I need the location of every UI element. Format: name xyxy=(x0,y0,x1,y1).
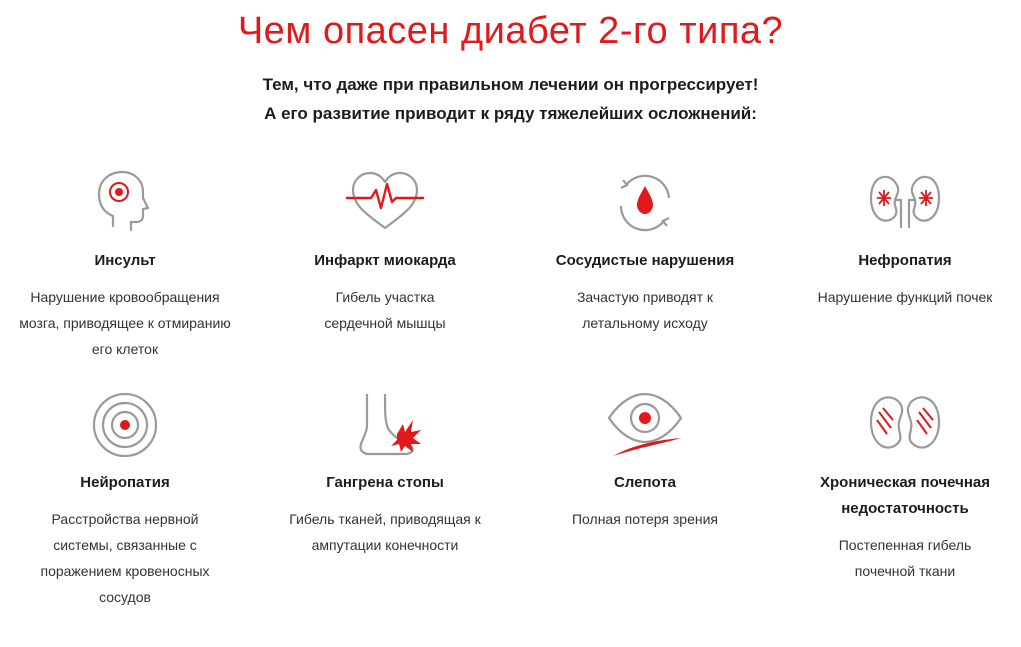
card-description: Постепенная гибель почечной ткани xyxy=(838,537,972,579)
card-description: Зачастую приводят к летальному исходу xyxy=(576,289,714,331)
card-description: Гибель участка сердечной мышцы xyxy=(324,289,446,331)
head-target-icon xyxy=(85,168,165,238)
eye-icon xyxy=(605,390,685,460)
foot-pain-icon xyxy=(345,390,425,460)
blood-drop-cycle-icon xyxy=(605,168,685,238)
card-title: Гангрена стопы xyxy=(326,474,444,491)
kidneys-icon xyxy=(865,168,945,238)
page-title: Чем опасен диабет 2-го типа? xyxy=(237,10,784,52)
card-description: Нарушение функций почек xyxy=(817,289,993,305)
page-subtitle xyxy=(0,70,1021,128)
target-rings-icon xyxy=(85,390,165,460)
card-description: Полная потеря зрения xyxy=(571,511,719,527)
card-title: Инфаркт миокарда xyxy=(314,252,456,269)
card-title: Сосудистые нарушения xyxy=(555,252,735,269)
card-title: Слепота xyxy=(613,474,677,491)
card-title: Хроническая почечная недостаточность xyxy=(820,474,990,517)
card-description: Нарушение кровообращения мозга, приводящее к отмиранию его клеток xyxy=(19,289,231,357)
subtitle-line-2: А его развитие приводит к ряду тяжелейших осложнений: xyxy=(264,104,757,123)
heart-pulse-icon xyxy=(345,168,425,238)
card-title: Нефропатия xyxy=(858,252,952,269)
card-description: Расстройства нервной системы, связанные с поражением кровеносных сосудов xyxy=(40,511,210,605)
damaged-kidneys-icon xyxy=(865,390,945,460)
card-description: Гибель тканей, приводящая к ампутации конечности xyxy=(289,511,481,553)
card-title: Нейропатия xyxy=(80,474,170,491)
subtitle-line-1: Тем, что даже при правильном лечении он прогрессирует! xyxy=(262,75,759,94)
card-title: Инсульт xyxy=(94,252,156,269)
